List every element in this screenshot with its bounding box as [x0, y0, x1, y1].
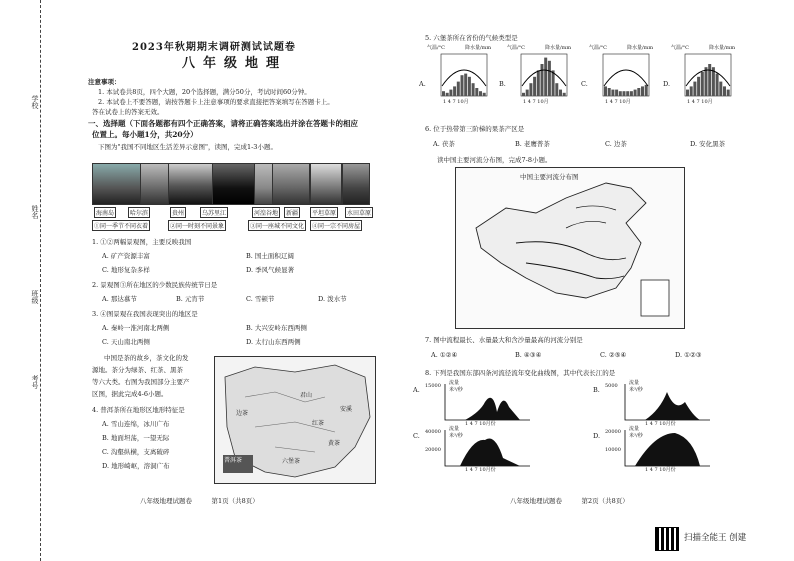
- subcaption-1: ①同一季节不同衣着: [92, 220, 150, 231]
- q6-option-b: B. 老鹰普茶: [515, 140, 550, 148]
- caption-paddy: 水田草原: [345, 207, 373, 218]
- flow-option-label: D.: [593, 432, 601, 440]
- scanner-watermark: 扫描全能王 创建: [684, 533, 747, 543]
- climate-bar: [716, 74, 719, 96]
- footer-page-2: 八年级地理试题卷 第2页（共8页）: [510, 497, 629, 505]
- section-line-2: 位置上。每小题1分，共20分）: [92, 130, 198, 139]
- flow-ymax-label: 5000: [605, 383, 618, 389]
- climate-bar: [645, 85, 648, 96]
- climate-option-label: A.: [419, 80, 426, 88]
- subcaption-3: ③同一座城不同文化: [248, 220, 306, 231]
- climate-bar: [686, 90, 689, 96]
- flow-option-label: B.: [593, 386, 600, 394]
- question-3: 3. ④图景观在我国表现突出的地区是: [92, 310, 198, 318]
- climate-bar: [723, 86, 726, 96]
- flow-area: [445, 438, 520, 466]
- climate-bar: [552, 70, 555, 96]
- map-label-anxi: 安溪: [340, 406, 353, 413]
- climate-axis-left: 气温/°C: [507, 45, 526, 51]
- climate-bar: [630, 91, 633, 96]
- q4-option-a: A. 雪山连绵，冰川广布: [102, 420, 170, 428]
- flow-area: [445, 398, 520, 420]
- climate-axis-left: 气温/°C: [671, 45, 690, 51]
- climate-bar: [701, 72, 704, 96]
- q6-option-c: C. 边茶: [605, 140, 627, 148]
- question-7: 7. 图中流程最长、水量最大和含沙量最高的河流分别是: [425, 336, 583, 344]
- climate-bar: [555, 83, 558, 96]
- climate-bar: [641, 86, 644, 96]
- tea-intro-4: 区图，据此完成4-6小题。: [92, 390, 168, 398]
- flow-month-axis: 1 4 7 10月份: [645, 467, 676, 473]
- photo-paddy: [342, 163, 370, 205]
- climate-bar: [461, 75, 464, 96]
- q7-option-c: C. ②⑤④: [600, 351, 627, 359]
- climate-axis-right: 降水量/mm: [465, 45, 492, 51]
- climate-bar: [634, 90, 637, 96]
- climate-bar: [626, 91, 629, 96]
- q6-option-a: A. 茯茶: [433, 140, 455, 148]
- climate-temp-line: [442, 70, 486, 86]
- climate-bar: [541, 64, 544, 96]
- q2-option-b: B. 元宵节: [176, 295, 205, 303]
- climate-bar: [548, 61, 551, 96]
- climate-bar: [708, 64, 711, 96]
- q3-option-a: A. 秦岭一淮河南北两侧: [102, 324, 170, 332]
- section-line-3: 下图为"我国不同地区生活差异示意图"，读图，完成1-3小题。: [98, 143, 277, 151]
- caption-hehuang: 河湟谷地: [252, 207, 280, 218]
- climate-option-label: C.: [581, 80, 588, 88]
- margin-label-name: 姓名: [31, 205, 39, 219]
- climate-bar: [559, 90, 562, 96]
- climate-temp-line: [604, 70, 648, 86]
- map-label-huangcha: 黄茶: [328, 440, 341, 447]
- flow-ymax-label: 40000: [425, 429, 441, 435]
- caption-grassland: 平坦草原: [310, 207, 338, 218]
- flow-option-label: A.: [413, 386, 420, 394]
- climate-bar: [533, 77, 536, 96]
- river-map-outline: [456, 168, 684, 328]
- climate-month-axis: 1 4 7 10月: [605, 99, 631, 105]
- flow-unit-label: 米³/秒: [449, 433, 463, 439]
- map-label-junshan: 君山: [300, 392, 313, 399]
- flow-axis-label: 流量: [629, 380, 640, 386]
- map-label-biancha: 边茶: [236, 410, 249, 417]
- climate-bar: [449, 90, 452, 96]
- page-2: [405, 0, 794, 561]
- question-4: 4. 普洱茶所在地形区地形特征是: [92, 406, 185, 414]
- q6-option-d: D. 安化黑茶: [690, 140, 726, 148]
- flow-ymid-label: 10000: [605, 447, 621, 453]
- caption-hainan: 海南岛: [94, 207, 116, 218]
- caption-guizhou: 贵州: [170, 207, 186, 218]
- climate-bar: [483, 93, 486, 96]
- climate-bar: [479, 91, 482, 96]
- climate-bar: [719, 82, 722, 96]
- river-intro: 读中国主要河流分布图，完成7-8小题。: [437, 156, 552, 164]
- climate-axis-right: 降水量/mm: [709, 45, 736, 51]
- q2-option-d: D. 泼水节: [318, 295, 347, 303]
- climate-bar: [563, 93, 566, 96]
- tea-intro-1: 中国是茶的故乡，茶文化的发: [104, 354, 189, 362]
- q3-option-d: D. 太行山东西两侧: [246, 338, 301, 346]
- climate-temp-line: [686, 70, 730, 86]
- map-label-liubao: 六堡茶: [282, 458, 301, 465]
- climate-bar: [526, 90, 529, 96]
- map-label-puer: 普洱茶: [224, 457, 243, 464]
- caption-harbin: 哈尔滨: [128, 207, 150, 218]
- climate-bar: [697, 77, 700, 96]
- question-8: 8. 下列是我国东部四条河流径流年变化曲线图，其中代表长江的是: [425, 369, 616, 377]
- footer-page-1: 八年级地理试题卷 第1页（共8页）: [140, 497, 259, 505]
- climate-bar: [464, 74, 467, 96]
- river-map: [455, 167, 685, 329]
- section-heading: 一、选择题（下面各题都有四个正确答案，请将正确答案选出并涂在答题卡的相应: [88, 119, 358, 128]
- notice-heading: 注意事项：: [88, 78, 121, 86]
- margin-label-school: 学校: [31, 95, 39, 109]
- climate-axis-right: 降水量/mm: [627, 45, 654, 51]
- climate-bar: [727, 90, 730, 96]
- notice-line-1: 1. 本试卷共8页，四个大题，20个选择题，满分50分，考试时间60分钟。: [98, 88, 311, 96]
- flow-month-axis: 1 4 7 10月份: [465, 421, 496, 427]
- question-5: 5. 六堡茶所在省份的气候类型是: [425, 34, 518, 42]
- caption-xinjiang: 新疆: [284, 207, 300, 218]
- flow-unit-label: 米³/秒: [629, 433, 643, 439]
- climate-bar: [611, 90, 614, 96]
- photo-xinjiang: [272, 163, 310, 205]
- photo-hainan: [92, 163, 144, 205]
- climate-bar: [637, 88, 640, 96]
- climate-bar: [446, 93, 449, 96]
- margin-label-class: 班级: [31, 290, 39, 304]
- q4-option-b: B. 地面坦荡，一望无际: [102, 434, 170, 442]
- climate-bar: [544, 58, 547, 96]
- subject-title: 八年级地理: [182, 56, 288, 71]
- question-6: 6. 位于热带第三阶梯的果茶产区是: [425, 125, 525, 133]
- flow-month-axis: 1 4 7 10月份: [645, 421, 676, 427]
- q2-option-a: A. 那达慕节: [102, 295, 137, 303]
- flow-unit-label: 米³/秒: [629, 387, 643, 393]
- climate-bar: [705, 67, 708, 96]
- climate-axis-right: 降水量/mm: [545, 45, 572, 51]
- climate-bar: [608, 88, 611, 96]
- notice-line-3: 答在试卷上的答案无效。: [92, 108, 164, 116]
- tea-intro-3: 等六大类。右图为我国部分主要产: [92, 378, 190, 386]
- climate-bar: [529, 83, 532, 96]
- climate-month-axis: 1 4 7 10月: [523, 99, 549, 105]
- climate-bar: [475, 88, 478, 96]
- q7-option-d: D. ①②③: [675, 351, 702, 359]
- q2-option-c: C. 雪顿节: [246, 295, 275, 303]
- river-map-title: 中国主要河流分布图: [520, 173, 579, 181]
- flow-ymax-label: 20000: [605, 429, 621, 435]
- flow-area: [625, 392, 700, 420]
- climate-bar: [693, 82, 696, 96]
- climate-bar: [537, 70, 540, 96]
- climate-bar: [522, 93, 525, 96]
- q1-option-c: C. 地形复杂多样: [102, 266, 150, 274]
- climate-bar: [604, 86, 607, 96]
- flow-ymax-label: 15000: [425, 383, 441, 389]
- flow-month-axis: 1 4 7 10月份: [465, 467, 496, 473]
- q1-option-b: B. 国土面积辽阔: [246, 252, 294, 260]
- flow-unit-label: 米³/秒: [449, 387, 463, 393]
- subcaption-4: ④同一宗不同房屋: [310, 220, 362, 231]
- tea-intro-2: 源地。茶分为绿茶、红茶、黑茶: [92, 366, 183, 374]
- question-2: 2. 景观图③所在地区的少数民族传统节日是: [92, 281, 218, 289]
- flow-ymid-label: 20000: [425, 447, 441, 453]
- climate-bar: [615, 90, 618, 96]
- climate-option-label: B.: [499, 80, 506, 88]
- climate-temp-line: [522, 70, 566, 86]
- climate-month-axis: 1 4 7 10月: [443, 99, 469, 105]
- flow-axis-label: 流量: [629, 426, 640, 432]
- climate-axis-left: 气温/°C: [589, 45, 608, 51]
- q1-option-a: A. 矿产资源丰富: [102, 252, 150, 260]
- climate-axis-left: 气温/°C: [427, 45, 446, 51]
- qr-code-icon: [655, 527, 679, 551]
- subcaption-2: ②同一时刻不同景象: [168, 220, 226, 231]
- climate-option-label: D.: [663, 80, 671, 88]
- q3-option-b: B. 大兴安岭东西两侧: [246, 324, 307, 332]
- photo-grassland: [310, 163, 342, 205]
- flow-axis-label: 流量: [449, 380, 460, 386]
- climate-bar: [472, 83, 475, 96]
- map-label-hongcha: 红茶: [312, 420, 325, 427]
- notice-line-2: 2. 本试卷上不要答题，请按答题卡上注意事项的要求直接把答案填写在答题卡上。: [98, 98, 334, 106]
- q4-option-c: C. 沟壑纵横，支离破碎: [102, 448, 170, 456]
- climate-bar: [457, 82, 460, 96]
- q3-option-c: C. 天山南北两侧: [102, 338, 150, 346]
- exam-title: 2023年秋期期末调研测试试题卷: [132, 42, 296, 53]
- climate-bar: [690, 86, 693, 96]
- climate-bar: [619, 91, 622, 96]
- climate-bar: [468, 77, 471, 96]
- climate-bar: [453, 86, 456, 96]
- question-1: 1. ①②两幅景观图，主要反映我国: [92, 238, 192, 246]
- flow-axis-label: 流量: [449, 426, 460, 432]
- climate-month-axis: 1 4 7 10月: [687, 99, 713, 105]
- climate-bar: [623, 91, 626, 96]
- flow-option-label: C.: [413, 432, 420, 440]
- q7-option-a: A. ①②④: [431, 351, 458, 359]
- climate-bar: [442, 91, 445, 96]
- caption-wusuli: 乌苏里江: [200, 207, 228, 218]
- q4-option-d: D. 地形崎岖，溶洞广布: [102, 462, 170, 470]
- q1-option-d: D. 季风气候显著: [246, 266, 295, 274]
- margin-label-number: 考号: [31, 375, 39, 389]
- q7-option-b: B. ④③④: [515, 351, 542, 359]
